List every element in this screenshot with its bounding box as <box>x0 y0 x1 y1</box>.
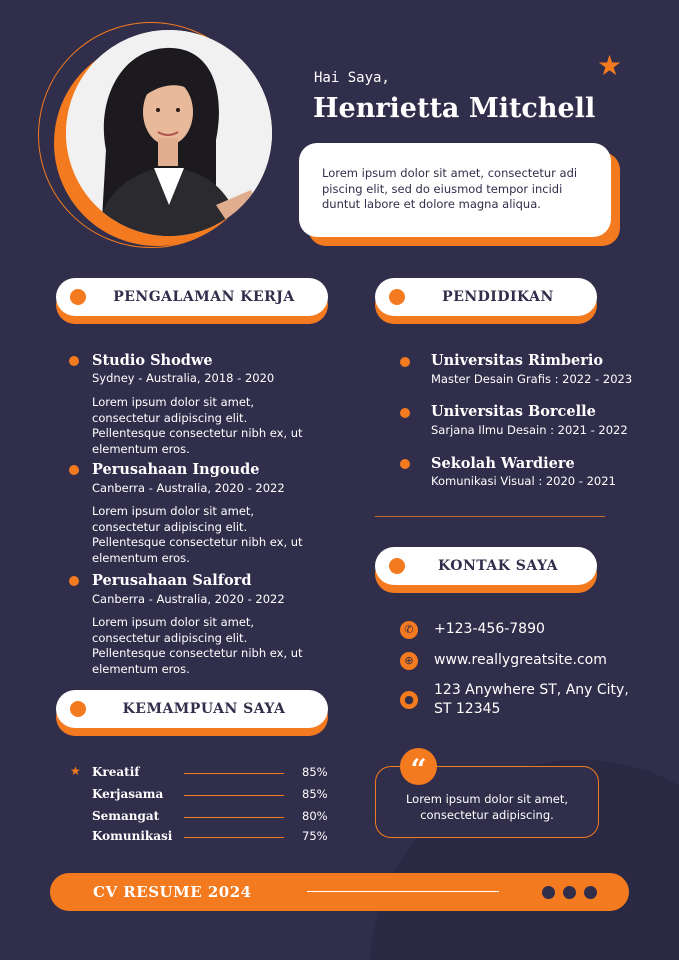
skill-row <box>70 765 340 781</box>
quote-text <box>376 791 598 823</box>
location-pin-icon: ● <box>400 691 418 709</box>
experience-description: Lorem ipsum dolor sit amet, consectetur adipiscing elit. Pellentesque consectetur nibh ex, ut elementum eros. <box>92 615 303 676</box>
skill-percent: 85% <box>302 765 328 779</box>
star-icon: ★ <box>70 764 81 778</box>
skill-row <box>70 829 340 845</box>
dot-icon <box>584 886 597 899</box>
footer-title: CV RESUME 2024 <box>93 883 252 901</box>
skill-row <box>70 787 340 803</box>
pill <box>375 278 597 316</box>
skill-percent: 75% <box>302 829 328 843</box>
skill-name: Kreatif <box>92 765 140 779</box>
education-meta: Master Desain Grafis : 2022 - 2023 <box>431 372 633 386</box>
contact-website[interactable]: www.reallygreatsite.com <box>434 652 607 668</box>
address-line-2: ST 12345 <box>434 701 501 717</box>
footer-line <box>307 891 499 892</box>
skill-line <box>184 817 284 818</box>
skill-line <box>184 837 284 838</box>
education-school: Universitas Rimberio <box>431 352 604 369</box>
dot-icon <box>389 558 405 574</box>
dot-icon <box>389 289 405 305</box>
pill <box>56 278 328 316</box>
dot-icon <box>70 289 86 305</box>
candidate-name: Henrietta Mitchell <box>313 93 596 124</box>
skills-section-header <box>56 690 328 736</box>
dot-icon <box>563 886 576 899</box>
bullet-icon <box>69 356 79 366</box>
bullet-icon <box>69 576 79 586</box>
skill-line <box>184 795 284 796</box>
experience-section-header <box>56 278 328 324</box>
experience-description: Lorem ipsum dolor sit amet, consectetur adipiscing elit. Pellentesque consectetur nibh ex, ut elementum eros. <box>92 504 303 565</box>
experience-meta: Canberra - Australia, 2020 - 2022 <box>92 592 285 606</box>
skill-percent: 85% <box>302 787 328 801</box>
dot-icon <box>542 886 555 899</box>
education-school: Universitas Borcelle <box>431 403 596 420</box>
experience-company: Perusahaan Ingoude <box>92 461 260 478</box>
contact-phone[interactable]: +123-456-7890 <box>434 621 545 637</box>
bullet-icon <box>400 459 410 469</box>
globe-icon: ⊕ <box>400 652 418 670</box>
star-icon: ★ <box>597 49 623 82</box>
greeting: Hai Saya, <box>314 70 390 86</box>
education-title: PENDIDIKAN <box>442 289 554 305</box>
contact-section-header <box>375 547 597 593</box>
skill-line <box>184 773 284 774</box>
skill-row <box>70 809 340 825</box>
skill-percent: 80% <box>302 809 328 823</box>
quote-line-2: consectetur adipiscing. <box>420 808 554 822</box>
contact-title: KONTAK SAYA <box>437 558 559 574</box>
profile-photo <box>66 30 272 236</box>
education-section-header <box>375 278 597 324</box>
dot-icon <box>70 701 86 717</box>
experience-company: Perusahaan Salford <box>92 572 252 589</box>
skill-name: Semangat <box>92 809 160 823</box>
experience-description: Lorem ipsum dolor sit amet, consectetur adipiscing elit. Pellentesque consectetur nibh ex, ut elementum eros. <box>92 395 303 456</box>
profile-photo-illustration <box>66 30 272 236</box>
intro-text: Lorem ipsum dolor sit amet, consectetur adi piscing elit, sed do eiusmod tempor incidi duntut labore et dolore magna aliqua. <box>322 166 578 211</box>
bullet-icon <box>400 357 410 367</box>
contact-address <box>434 681 629 719</box>
skill-name: Kerjasama <box>92 787 164 801</box>
education-meta: Sarjana Ilmu Desain : 2021 - 2022 <box>431 423 628 437</box>
skills-title: KEMAMPUAN SAYA <box>122 701 286 717</box>
pill <box>56 690 328 728</box>
quote-line-1: Lorem ipsum dolor sit amet, <box>405 792 569 806</box>
education-school: Sekolah Wardiere <box>431 455 575 472</box>
education-meta: Komunikasi Visual : 2020 - 2021 <box>431 474 616 488</box>
intro-card <box>299 143 611 237</box>
experience-meta: Sydney - Australia, 2018 - 2020 <box>92 371 275 385</box>
address-line-1: 123 Anywhere ST, Any City, <box>434 682 629 698</box>
experience-company: Studio Shodwe <box>92 352 213 369</box>
quote-icon: “ <box>400 748 437 785</box>
section-divider <box>375 516 605 517</box>
experience-meta: Canberra - Australia, 2020 - 2022 <box>92 481 285 495</box>
pill <box>375 547 597 585</box>
bullet-icon <box>69 465 79 475</box>
phone-icon: ✆ <box>400 621 418 639</box>
bullet-icon <box>400 408 410 418</box>
skill-name: Komunikasi <box>92 829 173 843</box>
experience-title: PENGALAMAN KERJA <box>113 289 295 305</box>
footer-bar <box>50 873 629 911</box>
